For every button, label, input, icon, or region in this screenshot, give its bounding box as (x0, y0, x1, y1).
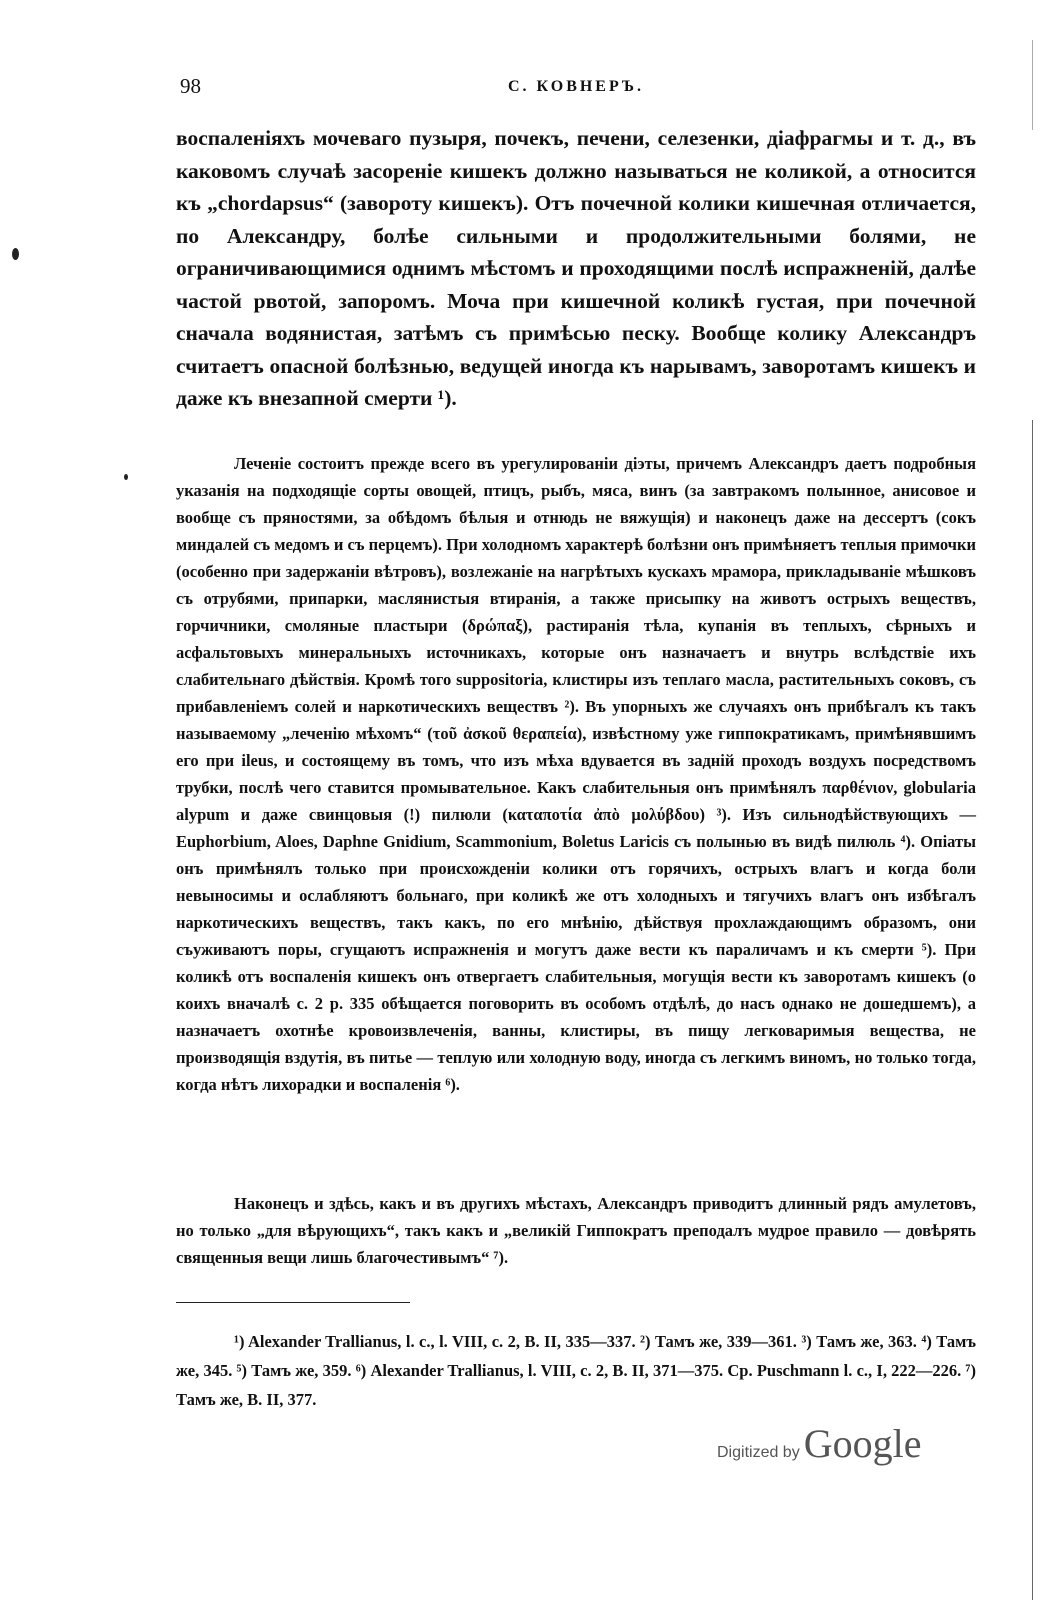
digitized-by-google-watermark (717, 1420, 921, 1470)
running-head: С. КОВНЕРЪ. (507, 78, 644, 95)
footnote-rule (176, 1302, 410, 1303)
page-number: 98 (180, 74, 201, 98)
google-logo: Google (803, 1421, 922, 1466)
page-edge-line (1032, 420, 1033, 1600)
footnotes: ¹) Alexander Trallianus, l. c., l. VIII, c. 2, B. II, 335—337. ²) Тамъ же, 339—361. ³) Тамъ же, 363. ⁴) Тамъ же, 345. ⁵) Тамъ же, 359. ⁶) Alexander Trallianus, l. VIII, c. 2, B. II, 371—375. Ср. Puschmann l. c., I, 222—226. ⁷) Тамъ же, B. II, 377. (176, 1332, 976, 1409)
scan-speck (124, 474, 128, 480)
paragraph-3: Наконецъ и здѣсь, какъ и въ другихъ мѣстахъ, Александръ приводитъ длинный рядъ амулетовъ, но только „для вѣрующихъ“, такъ какъ и „великій Гиппократъ преподалъ мудрое правило — довѣрять священныя вещи лишь благочестивымъ“ ⁷). (176, 1194, 976, 1267)
page-header (176, 74, 976, 106)
page-edge-line (1032, 40, 1033, 130)
watermark-prefix: Digitized by (717, 1444, 800, 1461)
scan-speck (12, 248, 19, 260)
paragraph-1: воспаленіяхъ мочеваго пузыря, почекъ, печени, селезенки, діафрагмы и т. д., въ каковомъ случаѣ засореніе кишекъ должно называться не коликой, а относится къ „chordapsus“ (завороту кишекъ). Отъ почечной колики кишечная отличается, по Александру, болѣе сильными и продолжительными болями, не ограничивающимися однимъ мѣстомъ и проходящими послѣ испражненій, далѣе частой рвотой, запоромъ. Моча при кишечной коликѣ густая, при почечной сначала водянистая, затѣмъ съ примѣсью песку. Вообще колику Александръ считаетъ опасной болѣзнью, ведущей иногда къ нарывамъ, заворотамъ кишекъ и даже къ внезапной смерти ¹). (176, 126, 976, 410)
paragraph-2: Леченіе состоитъ прежде всего въ урегулированіи діэты, причемъ Александръ даетъ подробныя указанія на подходящіе сорты овощей, птицъ, рыбъ, мяса, винъ (за завтракомъ полынное, анисовое и вообще съ пряностями, за обѣдомъ бѣлыя и отнюдь не вяжущія) и наконецъ даже на дессертъ (сокъ миндалей съ медомъ и съ перцемъ). При холодномъ характерѣ болѣзни онъ примѣняетъ теплыя примочки (особенно при задержаніи вѣтровъ), возлежаніе на нагрѣтыхъ кускахъ мрамора, прикладываніе мѣшковъ съ отрубями, припарки, маслянистыя втиранія, а также присыпку на животъ острыхъ веществъ, горчичники, смоляные пластыри (δρώπαξ), растиранія тѣла, купанія въ теплыхъ, сѣрныхъ и асфальтовыхъ минеральныхъ источникахъ, которые онъ назначаетъ и внутрь вслѣдствіе ихъ слабительнаго дѣйствія. Кромѣ того suppositoria, клистиры изъ теплаго масла, растительныхъ соковъ, съ прибавленіемъ солей и наркотическихъ веществъ ²). Въ упорныхъ же случаяхъ онъ прибѣгалъ къ такъ называемому „леченію мѣхомъ“ (τοῦ ἀσκοῦ θεραπεία), извѣстному уже гиппократикамъ, примѣнявшимъ его при ileus, и состоящему въ томъ, что изъ мѣха вдувается въ задній проходъ воздухъ посредствомъ трубки, послѣ чего ставится промывательное. Какъ слабительныя онъ примѣнялъ παρθένιον, globularia alypum и даже свинцовыя (!) пилюли (καταποτία ἀπὸ μολύβδου) ³). Изъ сильнодѣйствующихъ — Euphorbium, Aloes, Daphne Gnidium, Scammonium, Boletus Laricis съ полынью въ видѣ пилюль ⁴). Опіаты онъ примѣнялъ только при происхожденіи колики отъ горячихъ, острыхъ влагъ и когда боли невыносимы и ослабляютъ больнаго, при коликѣ же отъ холодныхъ и тягучихъ влагъ онъ избѣгалъ наркотическихъ веществъ, такъ какъ, по его мнѣнію, дѣйствуя прохлаждающимъ образомъ, они съуживаютъ поры, сгущаютъ испражненія и могутъ даже вести къ параличамъ и къ смерти ⁵). При коликѣ отъ воспаленія кишекъ онъ отвергаетъ слабительныя, могущія вести къ заворотамъ кишекъ (о коихъ вначалѣ с. 2 р. 335 обѣщается поговорить въ особомъ отдѣлѣ, до насъ однако не дошедшемъ), а назначаетъ охотнѣе кровоизвлеченія, ванны, клистиры, въ пищу легковаримыя вещества, не производящія вздутія, въ питье — теплую или холодную воду, иногда съ легкимъ виномъ, но только тогда, когда нѣтъ лихорадки и воспаленія ⁶). (176, 454, 976, 1094)
